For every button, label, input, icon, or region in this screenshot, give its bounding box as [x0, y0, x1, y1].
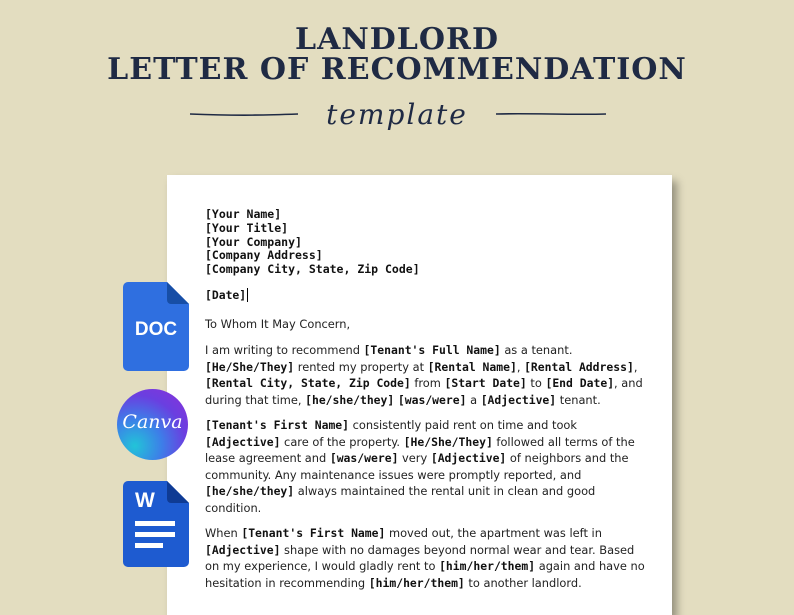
- title-line-2: LETTER OF RECOMMENDATION: [107, 52, 687, 87]
- placeholder-field: [Adjective]: [205, 542, 281, 557]
- placeholder-field: [Tenant's First Name]: [205, 418, 350, 433]
- placeholder-field: [End Date]: [545, 376, 615, 391]
- letter-body: [205, 208, 645, 600]
- address-line: [Company City, State, Zip Code]: [205, 262, 420, 277]
- placeholder-field: [he/she/they]: [305, 392, 395, 407]
- sender-address-block: [205, 208, 645, 277]
- placeholder-field: [was/were]: [329, 451, 399, 466]
- placeholder-field: [He/She/They]: [403, 434, 493, 449]
- placeholder-field: [Rental City, State, Zip Code]: [205, 376, 411, 391]
- placeholder-field: [him/her/them]: [368, 575, 465, 590]
- placeholder-field: [Rental Address]: [524, 359, 634, 374]
- placeholder-field: [he/she/they]: [205, 484, 295, 499]
- word-doc-icon: [123, 481, 189, 567]
- title-line-1: LANDLORD: [295, 22, 499, 57]
- body-paragraph: [Tenant's First Name] consistently paid rent on time and took [Adjective] care of the property. [He/She/They] followed all terms of the lease agreement and [was/were] very [Adjective] of neighbors and the community. Any maintenance issues were promptly reported, and [he/she/they] always maintained the rental unit in clean and good condition.: [205, 418, 635, 516]
- placeholder-field: [Start Date]: [444, 376, 527, 391]
- placeholder-field: [Adjective]: [430, 451, 507, 466]
- canva-icon: [117, 389, 188, 460]
- address-line: [Your Name]: [205, 207, 282, 221]
- body-paragraph: I am writing to recommend [Tenant's Full Name] as a tenant. [He/She/They] rented my property at [Rental Name], [Rental Address], [Rental City, State, Zip Code] from [Start Date] to [End Date], and during that time, [he/she/they] [was/were] a [Adjective] tenant.: [205, 343, 643, 407]
- address-line: [Your Company]: [205, 234, 302, 249]
- address-line: [Company Address]: [205, 248, 323, 263]
- canva-label: Canva: [122, 411, 183, 433]
- placeholder-field: [Tenant's First Name]: [241, 526, 386, 541]
- word-label: W: [135, 489, 155, 512]
- placeholder-field: [Adjective]: [205, 434, 281, 449]
- placeholder-field: [Rental Name]: [427, 359, 517, 374]
- body-paragraph: When [Tenant's First Name] moved out, the apartment was left in [Adjective] shape with no damages beyond normal wear and tear. Based on my experience, I would gladly rent to [him/her/them] again and have no hesitation in recommending [him/her/them] to another landlord.: [205, 526, 645, 590]
- placeholder-field: [Adjective]: [480, 392, 557, 407]
- placeholder-field: [He/She/They]: [205, 359, 295, 374]
- placeholder-field: [was/were]: [397, 392, 467, 407]
- date-placeholder: [Date]: [205, 287, 247, 302]
- script-flourish: [0, 96, 794, 136]
- placeholder-field: [him/her/them]: [439, 559, 536, 574]
- greeting: To Whom It May Concern,: [205, 316, 351, 331]
- google-docs-icon: [123, 282, 189, 371]
- address-line: [Your Title]: [205, 220, 289, 235]
- placeholder-field: [Tenant's Full Name]: [363, 343, 501, 358]
- doc-label: DOC: [134, 319, 178, 340]
- script-word-template: template: [326, 98, 468, 131]
- text-cursor: [247, 288, 248, 302]
